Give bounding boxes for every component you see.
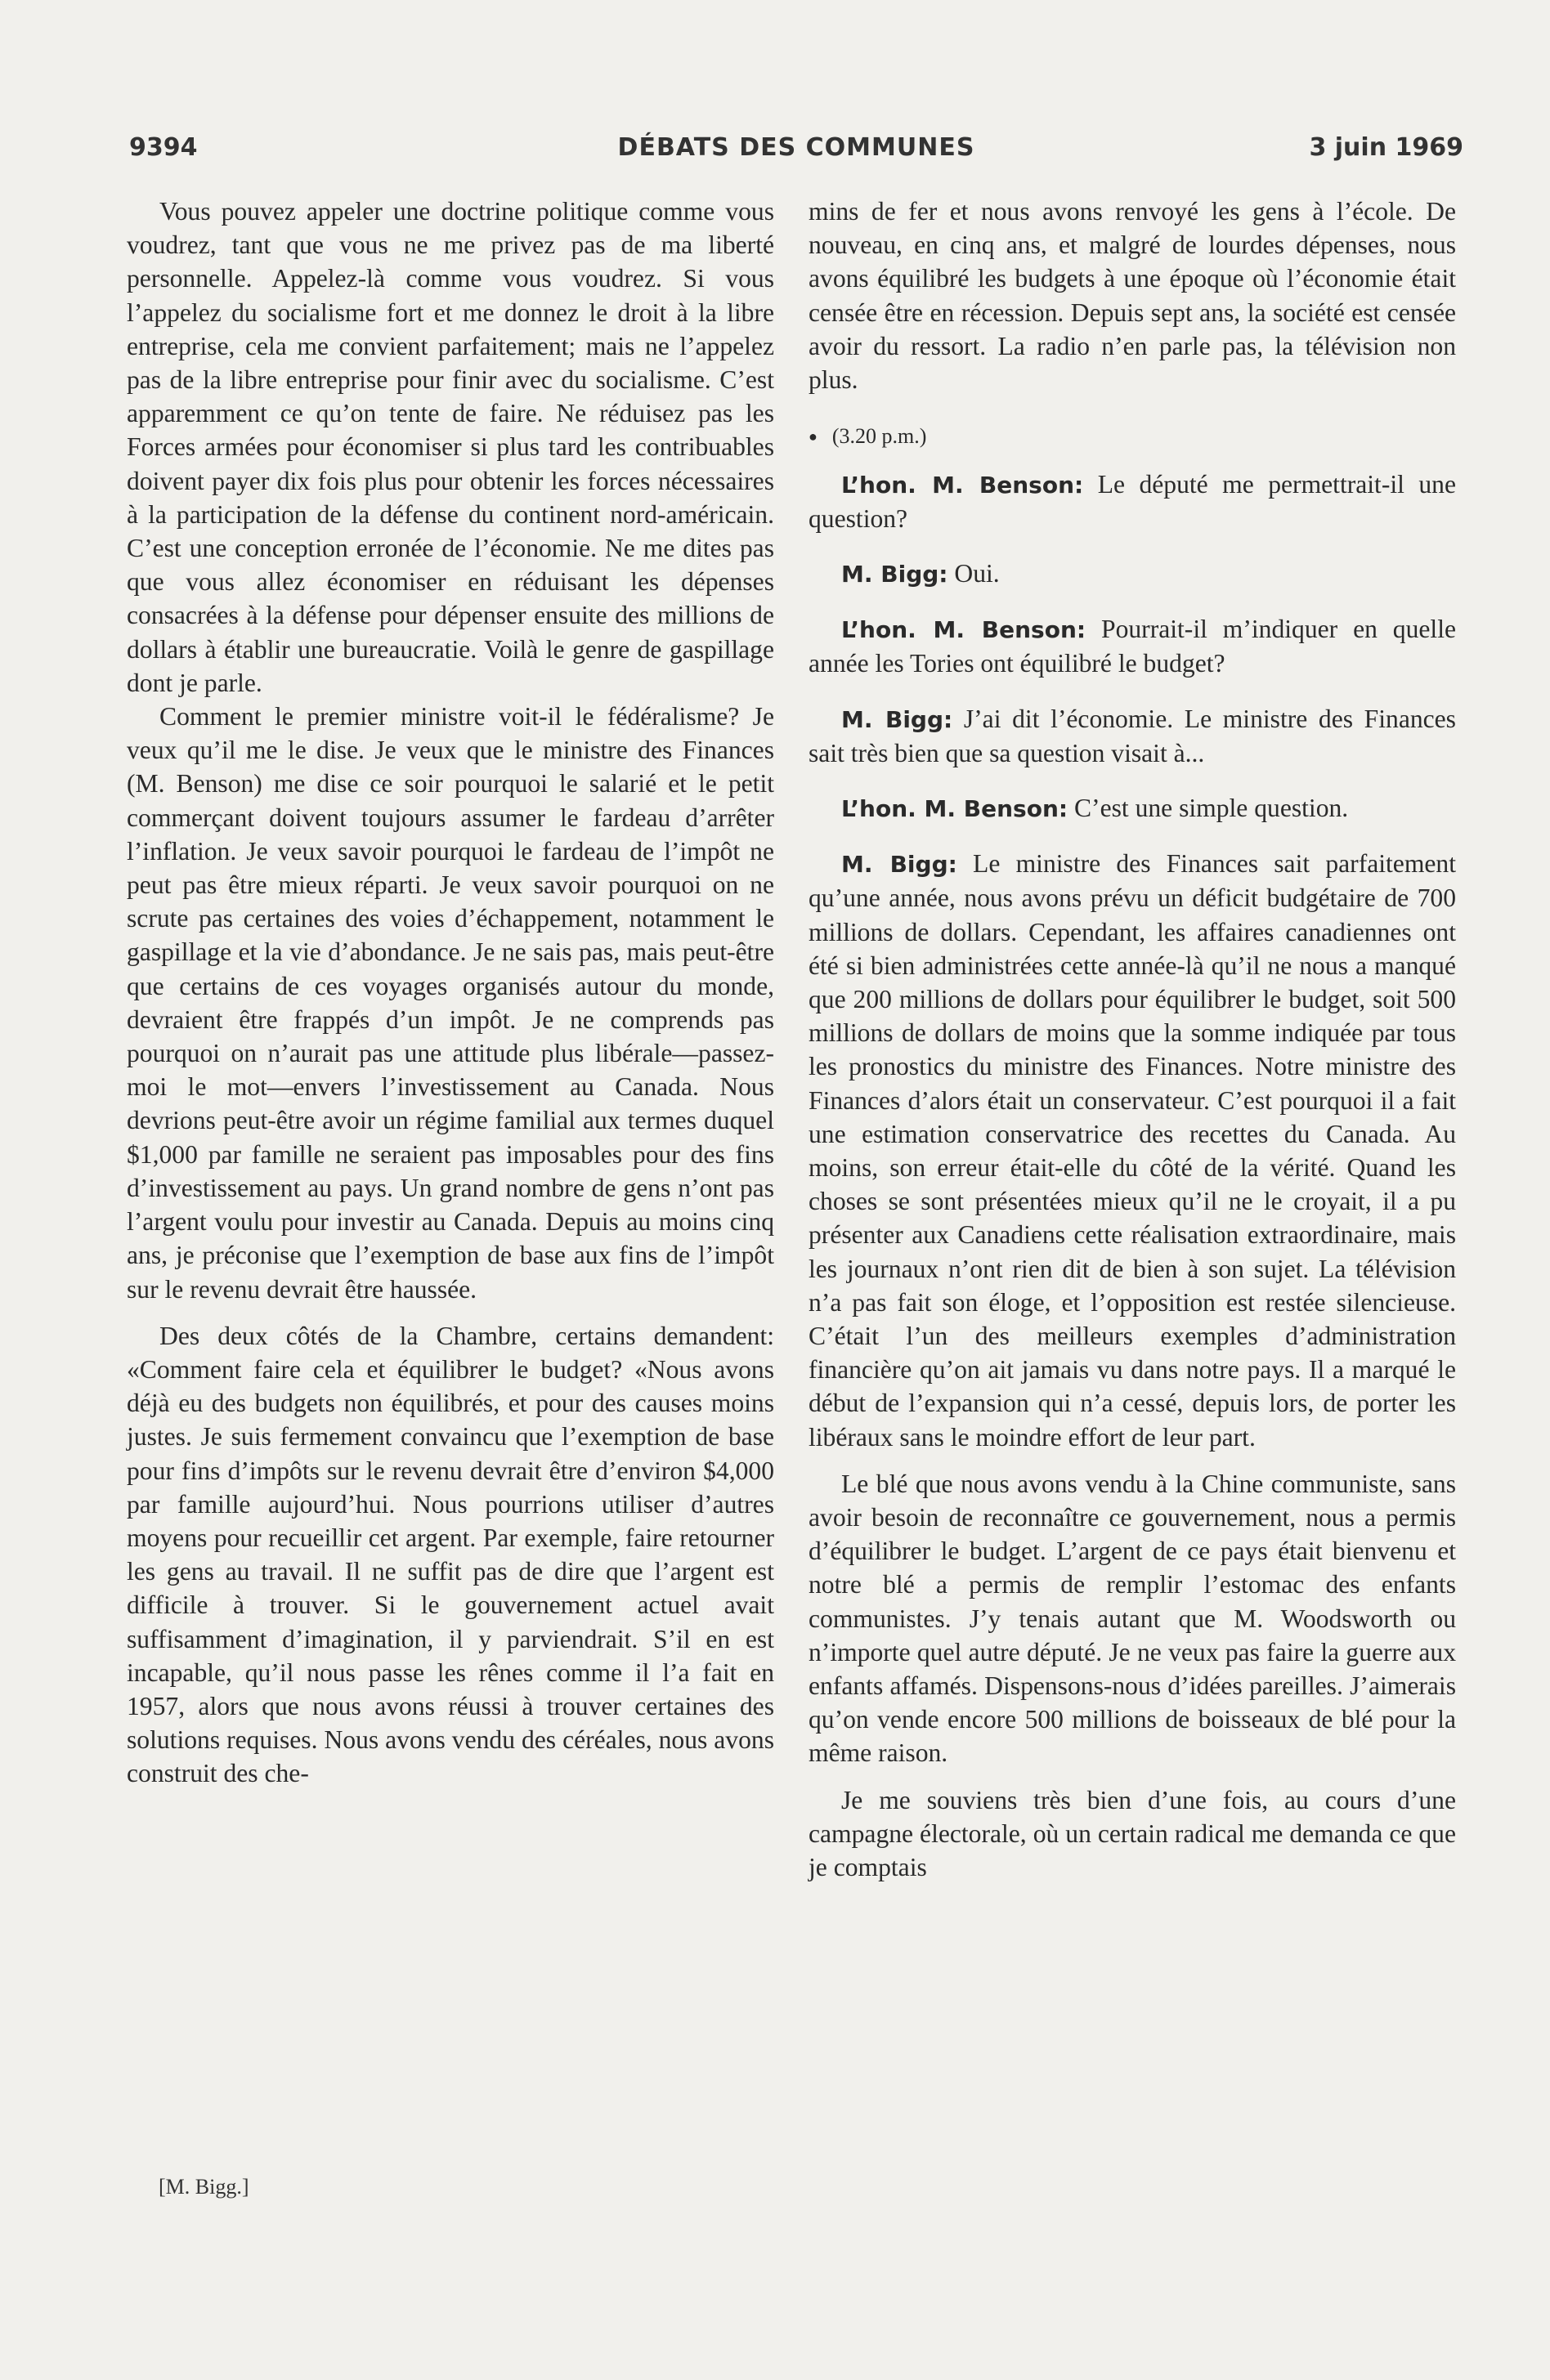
speech-text: J’ai dit l’économie. Le ministre des Finances sait très bien que sa question visait à... [809, 704, 1456, 767]
right-paragraph-1: mins de fer et nous avons renvoyé les gens à l’école. De nouveau, en cinq ans, et malgré de lourdes dépenses, nous avons équilibré les budgets à une époque où l’économie était censée être en récession. Depuis sept ans, la société est censée avoir du ressort. La radio n’en parle pas, la télévision non plus. [809, 197, 1456, 395]
speech-text: C’est une simple question. [1068, 793, 1349, 822]
benson-question-2 [809, 612, 1456, 680]
bigg-answer-2 [809, 702, 1456, 770]
bigg-answer-1 [809, 557, 1456, 591]
speaker-footnote: [M. Bigg.] [159, 2175, 249, 2199]
left-paragraph-1: Vous pouvez appeler une doctrine politique comme vous voudrez, tant que vous ne me privez pas de ma liberté personnelle. Appelez-là comme vous voudrez. Si vous l’appelez du socialisme fort et me donnez le droit à la libre entreprise, cela me convient parfaitement; mais ne l’appelez pas de la libre entreprise pour finir avec du socialisme. C’est apparemment ce qu’on tente de faire. Ne réduisez pas les Forces armées pour économiser si plus tard les contribuables doivent payer dix fois plus pour obtenir les forces nécessaires à la participation de la défense du continent nord-américain. C’est une conception erronée de l’économie. Ne me dites pas que vous allez économiser en réduisant les dépenses consacrées à la défense pour dépenser ensuite des millions de dollars à établir une bureaucratie. Voilà le genre de gaspillage dont je parle. [127, 197, 774, 697]
speaker-label: M. Bigg: [841, 851, 957, 879]
right-paragraph-ble: Le blé que nous avons vendu à la Chine communiste, sans avoir besoin de reconnaître ce gouvernement, nous a permis d’équilibrer le budget. L’argent de ce pays était bienvenu et notre blé a permis de remplir l’estomac des enfants communistes. J’y tenais autant que M. Woodsworth ou n’importe quel autre député. Je ne veux pas faire la guerre aux enfants affamés. Dispensons-nous d’idées pareilles. J’aimerais qu’on vende encore 500 millions de boisseaux de blé pour la même raison. [809, 1469, 1456, 1768]
time-stamp [809, 418, 1456, 454]
left-column [127, 195, 774, 1791]
right-column [809, 195, 1456, 1884]
speaker-label: L’hon. M. Benson: [841, 794, 1068, 822]
running-title: DÉBATS DES COMMUNES [617, 133, 975, 162]
right-paragraph-last: Je me souviens très bien d’une fois, au cours d’une campagne électorale, où un certain radical me demanda ce que je comptais [809, 1785, 1456, 1882]
speaker-label: L’hon. M. Benson: [841, 471, 1084, 499]
benson-question-1 [809, 468, 1456, 535]
speech-text: Le ministre des Finances sait parfaitement qu’une année, nous avons prévu un déficit budgétaire de 700 millions de dollars. Cependant, les affaires canadiennes ont été si bien administrées cette année-là qu’il ne nous a manqué que 200 millions de dollars pour équilibrer le budget, soit 500 millions de dollars de moins que la somme indiquée par tous les pronostics du ministre des Finances. Notre ministre des Finances d’alors était un conservateur. C’est pourquoi il a fait une estimation conservatrice des recettes du Canada. Au moins, son erreur était-elle du côté de la vérité. Quand les choses se sont présentées mieux qu’il ne le croyait, il a pu présenter aux Canadiens cette réalisation extraordinaire, mais les journaux n’ont rien dit de bien à son sujet. La télévision n’a pas fait son éloge, et l’opposition est restée silencieuse. C’était l’un des meilleurs exemples d’administration financière qu’on ait jamais vu dans notre pays. Il a marqué le début de l’expansion qui n’a cessé, depuis lors, de porter les libéraux sans le moindre effort de leur part. [809, 849, 1456, 1452]
page-header [129, 133, 1463, 172]
left-paragraph-3: Des deux côtés de la Chambre, certains demandent: «Comment faire cela et équilibrer le budget? «Nous avons déjà eu des budgets non équilibrés, et pour des causes moins justes. Je suis fermement convaincu que l’exemption de base pour fins d’impôts sur le revenu devrait être d’environ $4,000 par famille aujourd’hui. Nous pourrions utiliser d’autres moyens pour recueillir cet argent. Par exemple, faire retourner les gens au travail. Il ne suffit pas de dire que l’argent est difficile à trouver. Si le gouvernement actuel avait suffisamment d’imagination, il y parviendrait. S’il en est incapable, qu’il nous passe les rênes comme il l’a fait en 1957, alors que nous avons réussi à trouver certaines des solutions requises. Nous avons vendu des céréales, nous avons construit des che- [127, 1321, 774, 1788]
header-date: 3 juin 1969 [1309, 133, 1463, 162]
bigg-answer-3 [809, 847, 1456, 1454]
benson-question-3 [809, 791, 1456, 825]
bullet-icon: ● [809, 428, 818, 445]
speech-text: Oui. [947, 558, 1000, 588]
page-number: 9394 [129, 133, 198, 162]
speaker-label: M. Bigg: [841, 560, 948, 588]
speech-text: Le député me permettrait-il une question? [809, 469, 1456, 533]
left-paragraph-2: Comment le premier ministre voit-il le fédéralisme? Je veux qu’il me le dise. Je veux que le ministre des Finances (M. Benson) me dise ce soir pourquoi le salarié et le petit commerçant doivent toujours assumer le fardeau d’arrêter l’inflation. Je veux savoir pourquoi le fardeau de l’impôt ne peut pas être mieux réparti. Je veux savoir pourquoi on ne scrute pas certaines des voies d’échappement, notamment le gaspillage et la vie d’abondance. Je ne sais pas, mais peut-être que certains de ces voyages organisés autour du monde, devraient être frappés d’un impôt. Je ne comprends pas pourquoi on n’aurait pas une attitude plus libérale—passez-moi le mot—envers l’investissement au Canada. Nous devrions peut-être avoir un régime familial aux termes duquel $1,000 par famille ne seraient pas imposables pour des fins d’investissement au pays. Un grand nombre de gens n’ont pas l’argent voulu pour investir au Canada. Depuis au moins cinq ans, je préconise que l’exemption de base aux fins de l’impôt sur le revenu devrait être haussée. [127, 702, 774, 1304]
time-text: (3.20 p.m.) [831, 424, 927, 449]
speaker-label: M. Bigg: [841, 705, 953, 733]
speaker-label: L’hon. M. Benson: [841, 616, 1086, 644]
speech-text: Pourrait-il m’indiquer en quelle année les Tories ont équilibré le budget? [809, 615, 1457, 678]
